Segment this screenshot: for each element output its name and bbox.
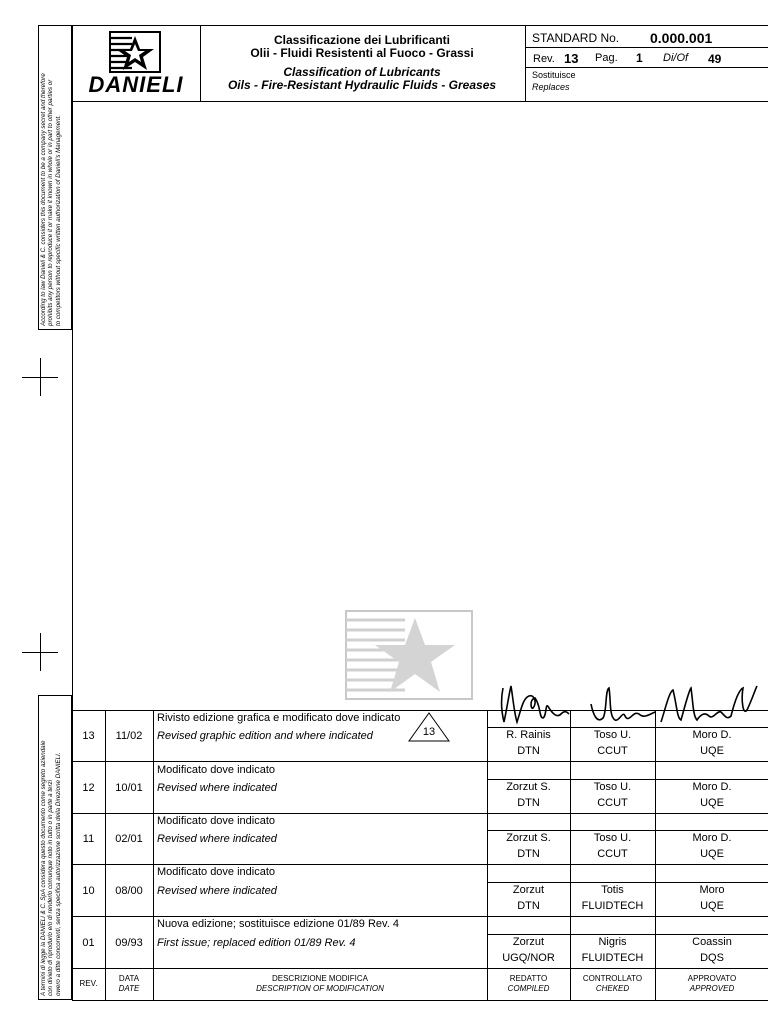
rev-cell: 11	[82, 833, 95, 845]
standard-label: STANDARD No.	[532, 31, 620, 45]
revision-col-rule	[105, 710, 106, 1000]
danieli-logo	[80, 30, 192, 98]
approved-dept: UQE	[700, 900, 724, 912]
date-cell: 09/93	[115, 937, 143, 949]
approved-name: Moro D.	[692, 781, 732, 793]
rev-cell: 10	[82, 885, 95, 897]
signature-approved	[655, 680, 765, 730]
checked-name: Toso U.	[593, 781, 632, 793]
checked-dept: CCUT	[597, 745, 628, 757]
approved-dept: UQE	[700, 797, 724, 809]
desc-en-cell: First issue; replaced edition 01/89 Rev. 4	[157, 937, 356, 949]
date-cell: 10/01	[115, 782, 143, 794]
page-number: 1	[636, 51, 643, 65]
footer-compiled-en: COMPILED	[507, 984, 550, 993]
confidentiality-note-en	[40, 73, 62, 326]
confidentiality-note-line: According to law Danieli & C. considers this document to be a company secret and therefore	[40, 73, 47, 326]
confidentiality-note-line: owero a ditte concorrenti, senza specifica autorizzazione scritta della Direzione DANIELI.	[54, 752, 62, 996]
checked-name: Nigris	[598, 936, 627, 948]
date-cell: 11/02	[115, 730, 143, 742]
total-pages: 49	[708, 52, 722, 66]
desc-en-cell: Revised where indicated	[157, 782, 277, 794]
signature-cell-rule	[487, 934, 768, 935]
checked-name: Toso U.	[593, 729, 632, 741]
watermark-logo	[345, 610, 473, 700]
checked-dept: FLUIDTECH	[581, 900, 644, 912]
confidentiality-note-line: prohibits any person to reproduce it or make it known in whole or in part to other parties or	[47, 79, 55, 326]
revision-row-rule	[72, 968, 768, 969]
compiled-name: Zorzut	[512, 884, 545, 896]
signature-checked	[585, 680, 665, 730]
footer-compiled-it: REDATTO	[509, 974, 548, 983]
approved-dept: DQS	[700, 952, 724, 964]
checked-dept: FLUIDTECH	[581, 952, 644, 964]
replaces-label-en: Replaces	[532, 82, 570, 92]
replaces-label-it: Sostituisce	[532, 70, 576, 80]
logo-wordmark: DANIELI	[88, 72, 184, 97]
footer-date-it: DATA	[118, 974, 140, 983]
rev-cell: 12	[82, 782, 95, 794]
compiled-dept: UGQ/NOR	[502, 952, 555, 964]
footer-checked-it: CONTROLLATO	[582, 974, 643, 983]
header-divider	[525, 25, 526, 101]
revision-row-rule	[72, 916, 768, 917]
desc-it-cell: Modificato dove indicato	[157, 866, 276, 878]
checked-name: Totis	[601, 884, 624, 896]
revision-col-rule	[153, 710, 154, 1000]
rev-cell: 13	[82, 730, 95, 742]
revision-row-rule	[72, 864, 768, 865]
header-rule	[525, 67, 768, 68]
confidentiality-note-line: con divieto di riprodurlo e/o di renderlo comunque noto in tutto o in parte a terzi	[47, 779, 55, 996]
revision-marker-number: 13	[422, 726, 436, 738]
signature-compiled	[495, 678, 585, 728]
title-italian-line1: Classificazione dei Lubrificanti	[273, 33, 451, 47]
date-cell: 08/00	[115, 885, 143, 897]
footer-approved-en: APPROVED	[689, 984, 735, 993]
header-bottom-rule	[72, 101, 768, 102]
revision-row-rule	[72, 813, 768, 814]
of-label: Di/Of	[663, 52, 689, 64]
compiled-dept: DTN	[517, 900, 540, 912]
rev-cell: 01	[82, 937, 95, 949]
compiled-dept: DTN	[517, 848, 540, 860]
footer-checked-en: CHEKED	[595, 984, 630, 993]
approved-dept: UQE	[700, 745, 724, 757]
confidentiality-note-it	[40, 741, 62, 996]
desc-en-cell: Revised graphic edition and where indicated	[157, 730, 373, 742]
rev-label: Rev.	[533, 53, 555, 65]
checked-name: Toso U.	[593, 832, 632, 844]
footer-date-en: DATE	[118, 984, 140, 993]
confidentiality-note-line: A termini di legge la DANIELI & C. SpA considera questo documento come segreto aziendale	[40, 740, 47, 996]
confidentiality-note-line: to competitors without specific written authorization of Danieli's Management.	[54, 115, 62, 326]
title-italian-line2: Olii - Fluidi Resistenti al Fuoco - Grassi	[250, 46, 474, 60]
rev-number: 13	[564, 51, 579, 66]
desc-en-cell: Revised where indicated	[157, 833, 277, 845]
signature-cell-rule	[487, 882, 768, 883]
crosshair-mark	[40, 633, 41, 671]
approved-name: Moro	[699, 884, 725, 896]
desc-it-cell: Modificato dove indicato	[157, 815, 276, 827]
title-english-line1: Classification of Lubricants	[283, 65, 441, 79]
compiled-dept: DTN	[517, 745, 540, 757]
compiled-dept: DTN	[517, 797, 540, 809]
approved-name: Moro D.	[692, 729, 732, 741]
revision-row-rule	[72, 761, 768, 762]
checked-dept: CCUT	[597, 797, 628, 809]
approved-dept: UQE	[700, 848, 724, 860]
approved-name: Coassin	[692, 936, 732, 948]
compiled-name: Zorzut S.	[506, 781, 551, 793]
revision-marker-triangle	[408, 712, 450, 742]
desc-it-cell: Nuova edizione; sostituisce edizione 01/89 Rev. 4	[157, 918, 399, 930]
compiled-name: R. Rainis	[506, 729, 551, 741]
footer-approved-it: APPROVATO	[687, 974, 737, 983]
star-watermark-icon	[345, 610, 473, 700]
signature-cell-rule	[487, 830, 768, 831]
desc-en-cell: Revised where indicated	[157, 885, 277, 897]
page-label: Pag.	[595, 52, 618, 64]
desc-it-cell: Rivisto edizione grafica e modificato dove indicato	[157, 712, 401, 724]
footer-desc-en: DESCRIPTION OF MODIFICATION	[256, 984, 384, 993]
approved-name: Moro D.	[692, 832, 732, 844]
footer-desc-it: DESCRIZIONE MODIFICA	[271, 974, 368, 983]
footer-rev-label: REV.	[79, 979, 98, 988]
checked-dept: CCUT	[597, 848, 628, 860]
title-english-line2: Oils - Fire-Resistant Hydraulic Fluids - Greases	[227, 78, 497, 92]
standard-number: 0.000.001	[650, 30, 713, 46]
signature-cell-rule	[487, 779, 768, 780]
date-cell: 02/01	[115, 833, 143, 845]
desc-it-cell: Modificato dove indicato	[157, 764, 276, 776]
compiled-name: Zorzut S.	[506, 832, 551, 844]
header-rule	[525, 47, 768, 48]
compiled-name: Zorzut	[512, 936, 545, 948]
crosshair-mark	[40, 358, 41, 396]
